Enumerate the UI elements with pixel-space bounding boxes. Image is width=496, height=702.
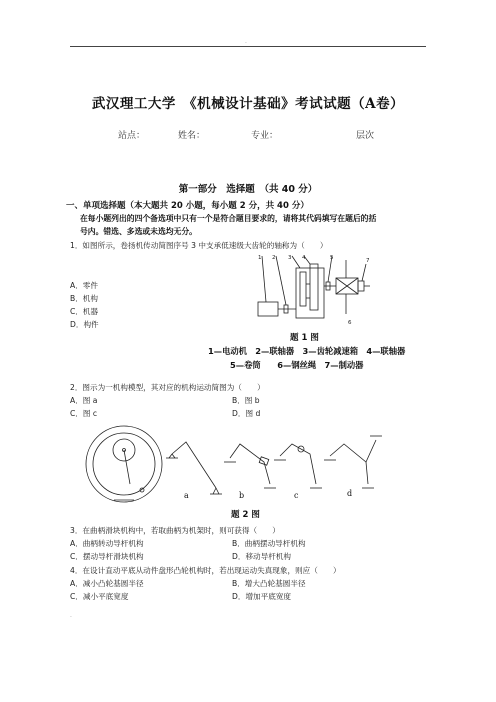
motor-shape: [258, 302, 278, 316]
wheel-outer: [86, 426, 162, 502]
q4-option-b: B．增大凸轮基圆半径: [232, 579, 306, 588]
q3-stem: 3．在曲柄滑块机构中，若取曲柄为机架时，则可获得（ ）: [70, 526, 280, 535]
q2-stem: 2．图示为一机构模型，其对应的机构运动简图为（ ）: [70, 383, 265, 392]
q2-option-a: A．图 a: [70, 396, 98, 405]
q4-stem: 4．在设计直动平底从动件盘形凸轮机构时，若出现运动失真现象，则应（ ）: [70, 566, 341, 575]
q3-option-a: A．曲柄转动导杆机构: [70, 539, 144, 548]
q1-option-d: D．构件: [70, 320, 99, 329]
fig2-label-b: b: [239, 491, 245, 500]
part1-title: 第一部分 选择题 （共 40 分）: [178, 184, 318, 195]
info-site: 站点：: [118, 131, 146, 141]
header-rule: [70, 46, 426, 47]
q1-option-c: C．机器: [70, 307, 99, 316]
info-level: 层次: [356, 131, 375, 141]
q1-legend-1: 1—电动机 2—联轴器 3—齿轮减速箱 4—联轴器: [208, 346, 406, 356]
header-dot: .: [245, 38, 247, 45]
q2-option-c: C．图 c: [70, 409, 98, 418]
q2-figure: [84, 422, 390, 508]
q2-figure-caption: 题 2 图: [231, 510, 260, 520]
fig2-label-a: a: [184, 491, 189, 500]
q1-option-a: A．零件: [70, 281, 98, 290]
section1-instruction-1: 在每小题列出的四个备选项中只有一个是符合题目要求的，请将其代码填写在题后的括: [80, 214, 377, 223]
fig1-num-6: 6: [348, 320, 352, 326]
footer-dot: .: [70, 612, 72, 619]
q1-figure-caption: 题 1 图: [290, 333, 319, 343]
info-name: 姓名：: [178, 131, 206, 141]
fig2-label-c: c: [294, 491, 299, 500]
q2-option-b: B．图 b: [232, 396, 260, 405]
q1-figure: [248, 254, 374, 330]
q4-option-d: D．增加平底宽度: [232, 592, 292, 601]
q1-legend-2: 5—卷筒 6—钢丝绳 7—制动器: [230, 360, 364, 370]
q4-option-a: A．减小凸轮基圆半径: [70, 579, 144, 588]
fig1-num-7: 7: [366, 258, 370, 264]
section1-instruction-2: 号内。错选、多选或未选均无分。: [80, 227, 197, 236]
fig1-num-1: 1: [258, 255, 262, 261]
q3-option-d: D．移动导杆机构: [232, 552, 292, 561]
q1-stem: 1．如图所示，卷扬机传动简图序号 3 中支承低速级大齿轮的轴称为（ ）: [70, 241, 328, 250]
q2-option-d: D．图 d: [232, 409, 261, 418]
q3-option-c: C．摆动导杆滑块机构: [70, 552, 144, 561]
exam-title: 武汉理工大学 《机械设计基础》考试试题（A卷）: [91, 96, 405, 112]
q1-option-b: B．机构: [70, 294, 98, 303]
fig1-num-2: 2: [272, 255, 276, 261]
q4-option-c: C．减小平底宽度: [70, 592, 129, 601]
info-major: 专业：: [251, 131, 279, 141]
fig1-num-4: 4: [302, 255, 306, 261]
fig1-num-5: 5: [330, 255, 334, 261]
fig1-num-3: 3: [288, 255, 292, 261]
section1-heading: 一、单项选择题（本大题共 20 小题，每小题 2 分，共 40 分）: [66, 201, 309, 211]
q3-option-b: B．曲柄摆动导杆机构: [232, 539, 306, 548]
fig2-label-d: d: [347, 489, 353, 498]
